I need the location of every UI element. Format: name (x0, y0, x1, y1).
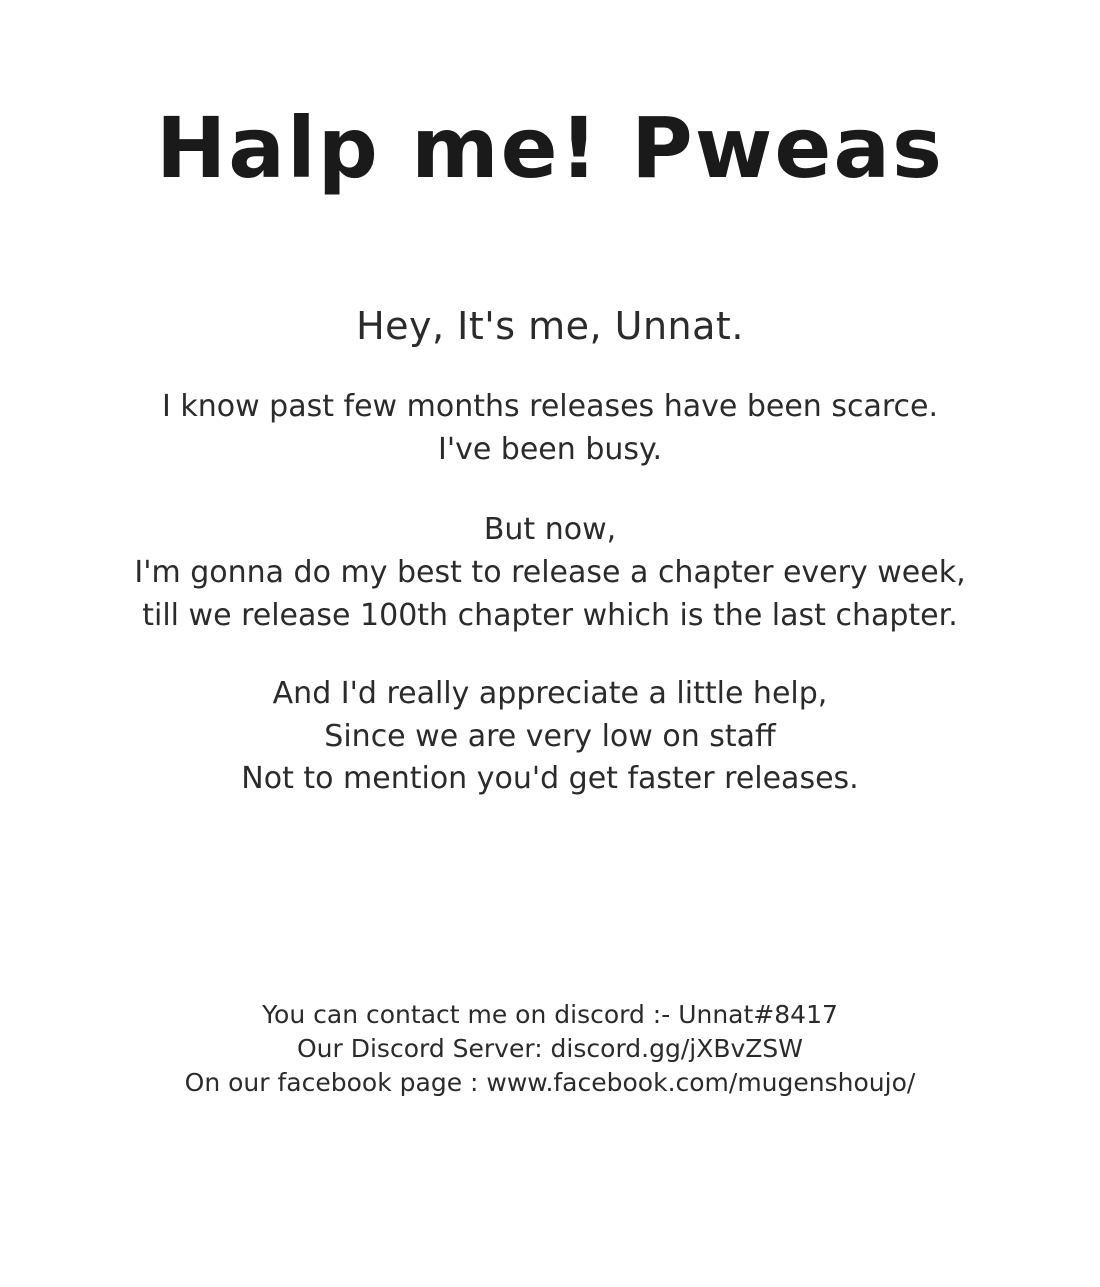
paragraph3-line3: Not to mention you'd get faster releases. (241, 761, 859, 797)
paragraph1-line1: I know past few months releases have been scarce. (161, 389, 939, 425)
paragraph2-line2: I'm gonna do my best to release a chapter every week, (134, 554, 966, 590)
discord-server-link[interactable]: Our Discord Server: discord.gg/jXBvZSW (296, 1033, 803, 1063)
paragraph-spacer (120, 471, 980, 509)
paragraph2-line1: But now, (483, 512, 617, 548)
page-title: Halp me! Pweas (155, 99, 945, 197)
facebook-page-link[interactable]: On our facebook page : www.facebook.com/mugenshoujo/ (184, 1067, 916, 1097)
paragraph2-line3: till we release 100th chapter which is the last chapter. (142, 597, 958, 633)
announcement-body (120, 386, 980, 801)
paragraph-spacer (120, 637, 980, 673)
paragraph1-line2: I've been busy. (437, 431, 663, 467)
greeting-heading: Hey, It's me, Unnat. (356, 304, 744, 349)
contact-info (0, 998, 1100, 1099)
paragraph3-line2: Since we are very low on staff (324, 718, 776, 754)
discord-contact-text: You can contact me on discord :- Unnat#8417 (262, 1000, 838, 1029)
paragraph3-line1: And I'd really appreciate a little help, (272, 676, 828, 712)
